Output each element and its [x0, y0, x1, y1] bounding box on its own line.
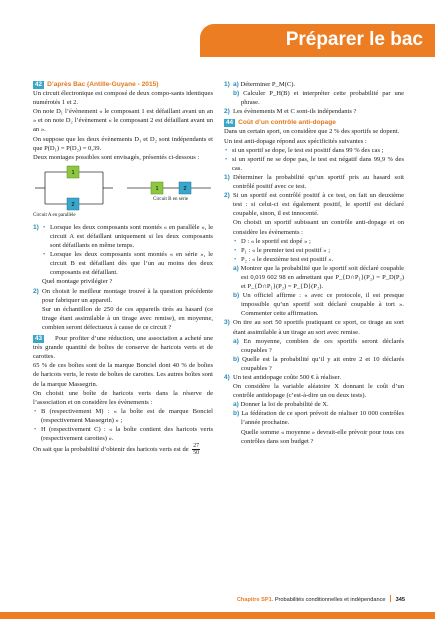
circuit-svg — [33, 164, 213, 212]
bullet-item: • Lorsque les deux composants sont montés « en parallèle », le circuit A est défaillant uniquement si les deux composants sont défaillants en même temps. — [42, 223, 213, 250]
circuit-a — [35, 166, 113, 210]
bullet-item: • B (respectivement M) : « la boîte est de marque Bonciel (respectivement Massegrin) » ; — [33, 407, 213, 425]
question-text: Déterminer la probabilité qu’un sportif pris au hasard soit contrôlé positif avec ce test. — [233, 173, 404, 191]
exercise-42-header — [33, 80, 213, 89]
question-1 — [33, 223, 213, 287]
sub-label: b) — [233, 292, 240, 300]
question-text: Calculer P_H(B) et interpréter cette probabilité par une phrase. — [241, 90, 404, 107]
comp-label: 1 — [71, 169, 75, 176]
bullet-item: • si un sportif ne se dope pas, le test est négatif dans 99,9 % des cas. — [224, 155, 404, 173]
exercise-title: D’après Bac (Antille-Guyane - 2015) — [47, 81, 159, 88]
paragraph: Dans un certain sport, on considère que 2 % des sportifs se dopent. — [224, 128, 400, 136]
sub-label: b) — [233, 90, 240, 98]
paragraph — [33, 443, 213, 456]
circuit-b-caption: Circuit B en série — [153, 196, 189, 202]
exercise-title: Coût d’un contrôle anti-dopage — [238, 119, 336, 127]
paragraph: On suppose que les deux évènements D₁ et D₂ sont indépendants et que P(D₁) = P(D₂) = 0,39. — [33, 135, 213, 152]
paragraph: Pour profiter d’une réduction, une association a acheté une très grande quantité de boîtes de conserve de haricots verts et de carottes. — [33, 335, 213, 361]
comp-label: 1 — [155, 185, 159, 192]
sub-label: a) — [233, 81, 239, 88]
page-footer — [237, 595, 405, 603]
page-title: Préparer le bac — [285, 29, 423, 50]
footer-separator — [390, 595, 391, 602]
question-text: Un officiel affirme : « avec ce protocole, il est presque impossible qu’un sportif soit déclaré coupable à tort ». Commenter cette affirmation. — [241, 292, 405, 318]
question-label: 1) — [224, 173, 230, 181]
paragraph: Un test anti-dopage répond aux spécificités suivantes : — [224, 137, 367, 145]
question-text: Sur un échantillon de 250 de ces appareils tirés au hasard (ce tirage étant assimilable à un tirage avec remise), en moyenne, combien seront défectueux à cause de ce circuit ? — [42, 305, 213, 331]
sub-label: a) — [233, 337, 239, 345]
question-text: Quelle somme « moyenne » devrait-elle prévoir pour tous ces contrôles dans son budget ? — [241, 428, 404, 445]
exercise-number: 44 — [226, 119, 234, 127]
exercise-number: 42 — [35, 81, 43, 88]
ex44-question-3 — [224, 318, 404, 373]
question-text: Montrer que la probabilité que le sportif soit déclaré coupable est 0,019 602 98 en admettant que P_{D∩P₁}(P₂) = P_D(P₂) et P_{D̄∩P₁}(P₂) = P_{D̄}(P₂). — [240, 264, 404, 291]
sub-label: a) — [233, 401, 239, 409]
question-text: Un test antidopage coûte 500 € à réaliser. — [233, 374, 341, 381]
question-label: 4) — [224, 374, 230, 381]
comp-label: 2 — [183, 185, 187, 192]
footer-title: Probabilités conditionnelles et indépendance — [274, 597, 386, 603]
left-column — [33, 80, 213, 456]
paragraph: 65 % de ces boîtes sont de la marque Bonciel dont 40 % de boîtes de haricots verts, le reste de boîtes de carottes. Les autres boîtes sont de la marque Massegrin. — [33, 362, 213, 388]
question-label: 2) — [33, 287, 39, 295]
exercise-number: 43 — [35, 334, 43, 342]
question-label: 2) — [224, 192, 230, 200]
comp-label: 2 — [71, 201, 75, 208]
circuit-diagrams — [33, 164, 213, 220]
bullet-item: • P₁ : « le premier test est positif » ; — [233, 246, 404, 255]
question-text: On considère la variable aléatoire X donnant le coût d’un contrôle antidopage (c’est-à-dire un ou deux tests). — [233, 383, 404, 400]
ex43-question-1 — [224, 80, 404, 107]
circuit-a-caption: Circuit A en parallèle — [33, 212, 76, 218]
question-label: 1) — [33, 223, 39, 231]
question-label: 3) — [224, 319, 230, 327]
fraction-numerator: 27 — [193, 443, 200, 450]
paragraph: On choisit une boîte de haricots verts dans la réserve de l’association et on considère les évènements : — [33, 389, 213, 406]
sub-label: b) — [233, 355, 240, 363]
fraction-denominator: 50 — [193, 450, 200, 457]
question-text: Si un sportif est contrôlé positif à ce test, on fait un deuxième test : si celui-ci est également positif, le sportif est déclaré coupable, sinon, il est innocenté. — [233, 192, 404, 218]
circuit-b — [127, 182, 211, 194]
question-text: On tire au sort 50 sportifs pratiquant ce sport, ce tirage au sort étant assimilable à un tirage au sort avec remise. — [233, 319, 404, 336]
right-column — [224, 80, 404, 446]
sub-label: a) — [233, 264, 239, 272]
paragraph: Deux montages possibles sont envisagés, présentés ci-dessous : — [33, 153, 200, 161]
bottom-bar — [0, 612, 435, 619]
fraction-sentence: On sait que la probabilité d’obtenir des haricots verts est de — [33, 446, 189, 454]
question-text: Donner la loi de probabilité de X. — [240, 401, 329, 409]
question-2 — [33, 287, 213, 332]
header-banner — [200, 24, 435, 57]
bullet-item: • si un sportif se dope, le test est positif dans 99 % des cas ; — [224, 146, 404, 155]
question-text: Quel montage privilégier ? — [42, 278, 113, 286]
exercise-44-header — [224, 118, 404, 127]
question-text: En moyenne, combien de ces sportifs seront déclarés coupables ? — [241, 337, 404, 354]
sub-label: b) — [233, 410, 240, 418]
bullet-item: • D : « le sportif est dopé » ; — [233, 237, 404, 246]
question-text: Déterminer P_M(C). — [240, 81, 296, 88]
paragraph: On note D₁ l’évènement « le composant 1 est défaillant avant un an » et on note D₂ l’évènement « le composant 2 est défaillant avant un an ». — [33, 108, 213, 134]
question-text: On choisit le meilleur montage trouvé à la question précédente pour fabriquer un appareil. — [42, 287, 213, 304]
question-text: Les évènements M et C sont-ils indépendants ? — [233, 108, 357, 116]
question-text: Quelle est la probabilité qu’il y ait entre 2 et 10 déclarés coupables ? — [241, 355, 404, 372]
footer-chapter: Chapitre SP1. — [236, 597, 274, 603]
question-label: 1) — [224, 81, 230, 88]
ex44-question-2 — [224, 191, 404, 318]
question-text: On choisit un sportif subissant un contrôle anti-dopage et on considère les évènements : — [233, 219, 404, 236]
page-number: 345 — [395, 597, 405, 603]
fraction — [192, 443, 200, 456]
question-label: 2) — [224, 108, 230, 116]
bullet-item: • Lorsque les deux composants sont montés « en série », le circuit B est défaillant dès que l’un au moins des deux composants est défaillant. — [42, 250, 213, 277]
question-text: La fédération de ce sport prévoit de réaliser 10 000 contrôles l’année prochaine. — [241, 410, 404, 427]
bullet-item: • P₂ : « le deuxième test est positif ». — [233, 255, 404, 264]
paragraph: Un circuit électronique est composé de deux compo-sants identiques numérotés 1 et 2. — [33, 90, 213, 107]
bullet-item: • H (respectivement C) : « la boîte contient des haricots verts (respectivement carottes) ». — [33, 425, 213, 443]
ex44-question-4 — [224, 373, 404, 446]
